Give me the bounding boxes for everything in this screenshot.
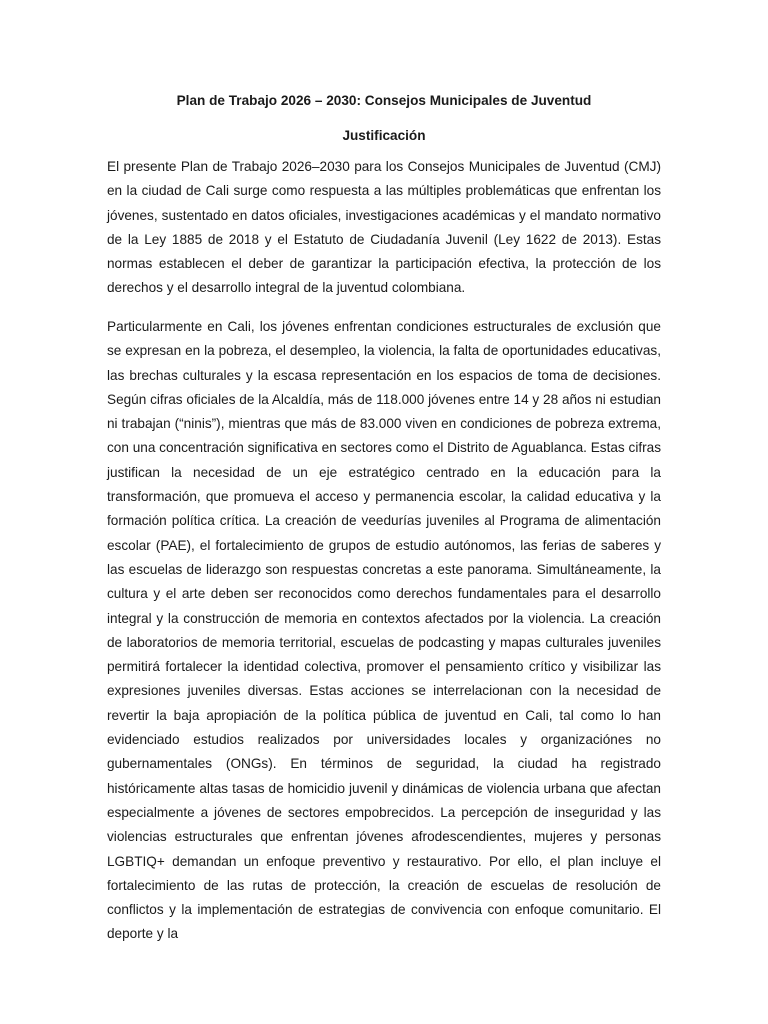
section-heading: Justificación: [342, 128, 426, 143]
document-title: Plan de Trabajo 2026 – 2030: Consejos Municipales de Juventud: [176, 93, 592, 108]
paragraph-1: El presente Plan de Trabajo 2026–2030 para los Consejos Municipales de Juventud (CMJ) en la ciudad de Cali surge como respuesta a las múltiples problemáticas que enfrentan los jóvenes, sustentado en datos oficiales, investigaciones académicas y el mandato normativo de la Ley 1885 de 2018 y el Estatuto de Ciudadanía Juvenil (Ley 1622 de 2013). Estas normas establecen el deber de garantizar la participación efectiva, la protección de los derechos y el desarrollo integral de la juventud colombiana.: [107, 159, 661, 296]
paragraph-2: Particularmente en Cali, los jóvenes enfrentan condiciones estructurales de exclusión que se expresan en la pobreza, el desempleo, la violencia, la falta de oportunidades educativas, las brechas culturales y la escasa representación en los espacios de toma de decisiones. Según cifras oficiales de la Alcaldía, más de 118.000 jóvenes entre 14 y 28 años ni estudian ni trabajan (“ninis”), mientras que más de 83.000 viven en condiciones de pobreza extrema, con una concentración significativa en sectores como el Distrito de Aguablanca. Estas cifras justifican la necesidad de un eje estratégico centrado en la educación para la transformación, que promueva el acceso y permanencia escolar, la calidad educativa y la formación política crítica. La creación de veedurías juveniles al Programa de alimentación escolar (PAE), el fortalecimiento de grupos de estudio autónomos, las ferias de saberes y las escuelas de liderazgo son respuestas concretas a este panorama. Simultáneamente, la cultura y el arte deben ser reconocidos como derechos fundamentales para el desarrollo integral y la construcción de memoria en contextos afectados por la violencia. La creación de laboratorios de memoria territorial, escuelas de podcasting y mapas culturales juveniles permitirá fortalecer la identidad colectiva, promover el pensamiento crítico y visibilizar las expresiones juveniles diversas. Estas acciones se interrelacionan con la necesidad de revertir la baja apropiación de la política pública de juventud en Cali, tal como lo han evidenciado estudios realizados por universidades locales y organizaciónes no gubernamentales (ONGs). En términos de seguridad, la ciudad ha registrado históricamente altas tasas de homicidio juvenil y dinámicas de violencia urbana que afectan especialmente a jóvenes de sectores empobrecidos. La percepción de inseguridad y las violencias estructurales que enfrentan jóvenes afrodescendientes, mujeres y personas LGBTIQ+ demandan un enfoque preventivo y restaurativo. Por ello, el plan incluye el fortalecimiento de las rutas de protección, la creación de escuelas de resolución de conflictos y la implementación de estrategias de convivencia con enfoque comunitario. El deporte y la: [107, 319, 661, 942]
